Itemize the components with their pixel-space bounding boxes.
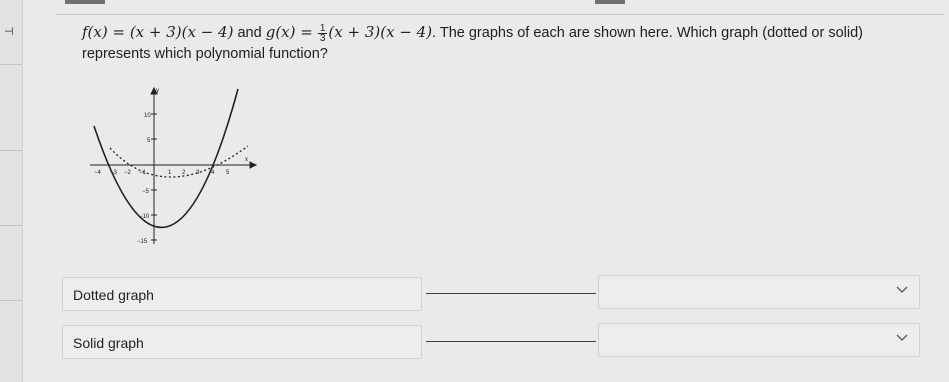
- toolbar-tab[interactable]: [65, 0, 105, 4]
- f-definition: f(x) = (x + 3)(x − 4): [82, 23, 234, 41]
- x-tick-label: 1: [168, 170, 172, 176]
- sidebar-divider: [0, 300, 22, 301]
- toolbar-tab[interactable]: [595, 0, 625, 4]
- y-tick-label: −15: [137, 239, 148, 245]
- dotted-graph-label: Dotted graph: [62, 277, 422, 311]
- and-word: and: [237, 25, 262, 41]
- solid-graph-label: Solid graph: [62, 325, 422, 359]
- question-rest: . The graphs of each are shown here. Which graph (dotted or solid) represents which polynomial function?: [82, 25, 863, 62]
- polynomial-graph: [88, 86, 258, 246]
- y-tick-label: −10: [139, 214, 150, 220]
- fraction-numerator: 1: [319, 22, 326, 34]
- y-tick-label: −5: [142, 189, 149, 195]
- flag-icon[interactable]: ⊣: [4, 26, 14, 38]
- x-tick-label: 3: [196, 170, 200, 176]
- answer-row-dotted: [62, 277, 922, 311]
- x-axis-label: x: [245, 157, 248, 163]
- chevron-down-icon[interactable]: [895, 282, 909, 296]
- x-tick-label: 5: [226, 170, 230, 176]
- x-tick-label: −1: [139, 170, 146, 176]
- sidebar-divider: [0, 150, 22, 151]
- y-tick-label: 10: [144, 113, 151, 119]
- connector-line: [426, 293, 596, 294]
- left-sidebar-strip: [0, 0, 23, 382]
- solid-graph-dropdown[interactable]: [598, 323, 920, 357]
- x-tick-label: 2: [182, 170, 186, 176]
- sidebar-divider: [0, 64, 22, 65]
- sidebar-divider: [0, 225, 22, 226]
- y-tick-label: 5: [147, 138, 151, 144]
- g-definition-rest: (x + 3)(x − 4): [328, 23, 433, 41]
- connector-line: [426, 341, 596, 342]
- g-definition-prefix: g(x) =: [265, 23, 313, 41]
- solid-curve: [94, 89, 238, 227]
- top-toolbar: [55, 0, 945, 15]
- chevron-down-icon[interactable]: [895, 330, 909, 344]
- question-text: [82, 22, 912, 65]
- dotted-graph-dropdown[interactable]: [598, 275, 920, 309]
- y-axis-label: y: [156, 88, 159, 94]
- x-axis-arrow: [250, 162, 256, 168]
- answer-row-solid: [62, 325, 922, 359]
- x-tick-label: −4: [94, 170, 101, 176]
- fraction-one-third: [318, 24, 328, 43]
- fraction-denominator: 3: [319, 32, 326, 44]
- x-tick-label: −2: [124, 170, 131, 176]
- x-tick-label: 4: [211, 170, 215, 176]
- x-tick-label: −3: [110, 170, 117, 176]
